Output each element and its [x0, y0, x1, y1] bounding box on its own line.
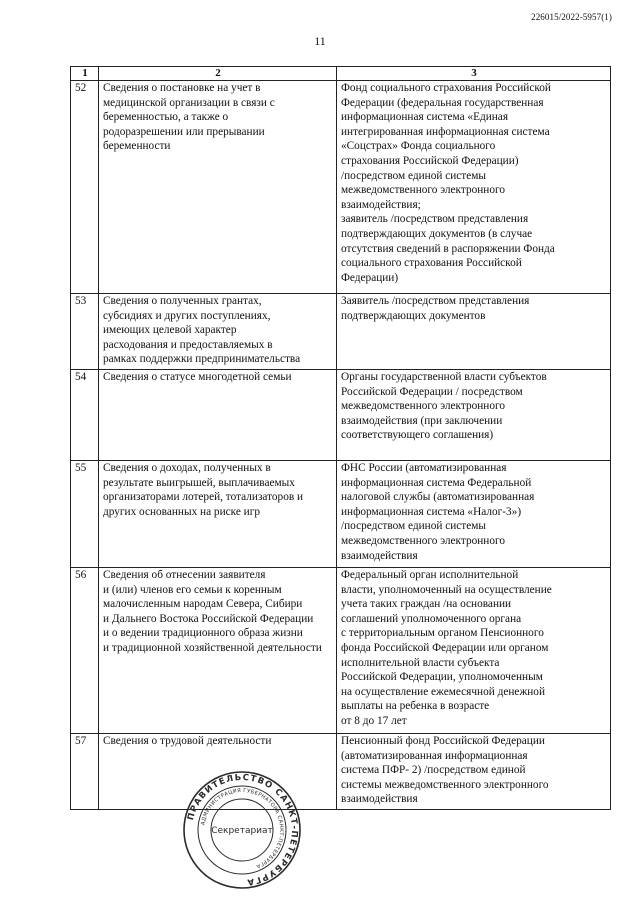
stamp-inner-text: АДМИНИСТРАЦИЯ ГУБЕРНАТОРА САНКТ-ПЕТЕРБУРГА — [200, 787, 285, 870]
row-number: 53 — [71, 294, 99, 370]
source-cell: Пенсионный фонд Российской Федерации (автоматизированная информационная система ПФР- 2) /посредством единой системы межведомственного электронного взаимодействия — [337, 734, 611, 810]
source-cell: Заявитель /посредством представления подтверждающих документов — [337, 294, 611, 370]
stamp-outer-text: ПРАВИТЕЛЬСТВО САНКТ-ПЕТЕРБУРГА — [185, 772, 300, 887]
info-cell: Сведения о трудовой деятельности — [99, 734, 337, 810]
source-cell: Фонд социального страхования Российской Федерации (федеральная государственная информационная система «Единая интегрированная информационная система «Соцстрах» Фонда социального страхования Российской Федерации) /посредством единой системы межведомственного электронного взаимодействия; заявитель /посредством представления подтверждающих документов (в случае отсутствия сведений в распоряжении Фонда социального страхования Российской Федерации) — [337, 81, 611, 294]
source-cell: Органы государственной власти субъектов Российской Федерации / посредством межведомственного электронного взаимодействия (при заключении соответствующего соглашения) — [337, 370, 611, 461]
column-header-2: 2 — [99, 67, 337, 81]
page-number: 11 — [314, 34, 326, 48]
row-number: 56 — [71, 568, 99, 734]
table-row — [71, 461, 611, 568]
row-number: 54 — [71, 370, 99, 461]
document-reference: 226015/2022-5957(1) — [531, 12, 612, 22]
table-row — [71, 370, 611, 461]
stamp-seal-icon — [182, 770, 302, 890]
row-number: 52 — [71, 81, 99, 294]
info-cell: Сведения о постановке на учет в медицинской организации в связи с беременностью, а также о родоразрешении или прерывании беременности — [99, 81, 337, 294]
data-table — [70, 66, 611, 810]
row-number: 57 — [71, 734, 99, 810]
table-row — [71, 294, 611, 370]
source-cell: ФНС России (автоматизированная информационная система Федеральной налоговой службы (автоматизированная информационная система «Налог-3») /посредством единой системы межведомственного электронного взаимодействия — [337, 461, 611, 568]
secretariat-stamp — [182, 770, 302, 890]
table-row — [71, 568, 611, 734]
info-cell: Сведения об отнесении заявителя и (или) членов его семьи к коренным малочисленным народам Севера, Сибири и Дальнего Востока Российской Федерации и о ведении традиционного образа жизни и традиционной хозяйственной деятельности — [99, 568, 337, 734]
table-header-row — [71, 67, 611, 81]
info-cell: Сведения о доходах, полученных в результате выигрышей, выплачиваемых организаторами лотерей, тотализаторов и других основанных на риске игр — [99, 461, 337, 568]
column-header-3: 3 — [337, 67, 611, 81]
info-cell: Сведения о полученных грантах, субсидиях и других поступлениях, имеющих целевой характер расходования и предоставляемых в рамках поддержки предпринимательства — [99, 294, 337, 370]
source-cell: Федеральный орган исполнительной власти, уполномоченный на осуществление учета таких граждан /на основании соглашений уполномоченного органа с территориальным органом Пенсионного фонда Российской Федерации или органом исполнительной власти субъекта Российской Федерации, уполномоченным на осуществление ежемесячной денежной выплаты на ребенка в возрасте от 8 до 17 лет — [337, 568, 611, 734]
table-row — [71, 734, 611, 810]
table-row — [71, 81, 611, 294]
row-number: 55 — [71, 461, 99, 568]
column-header-1: 1 — [71, 67, 99, 81]
stamp-center-text: Секретариат — [211, 826, 273, 836]
info-cell: Сведения о статусе многодетной семьи — [99, 370, 337, 461]
